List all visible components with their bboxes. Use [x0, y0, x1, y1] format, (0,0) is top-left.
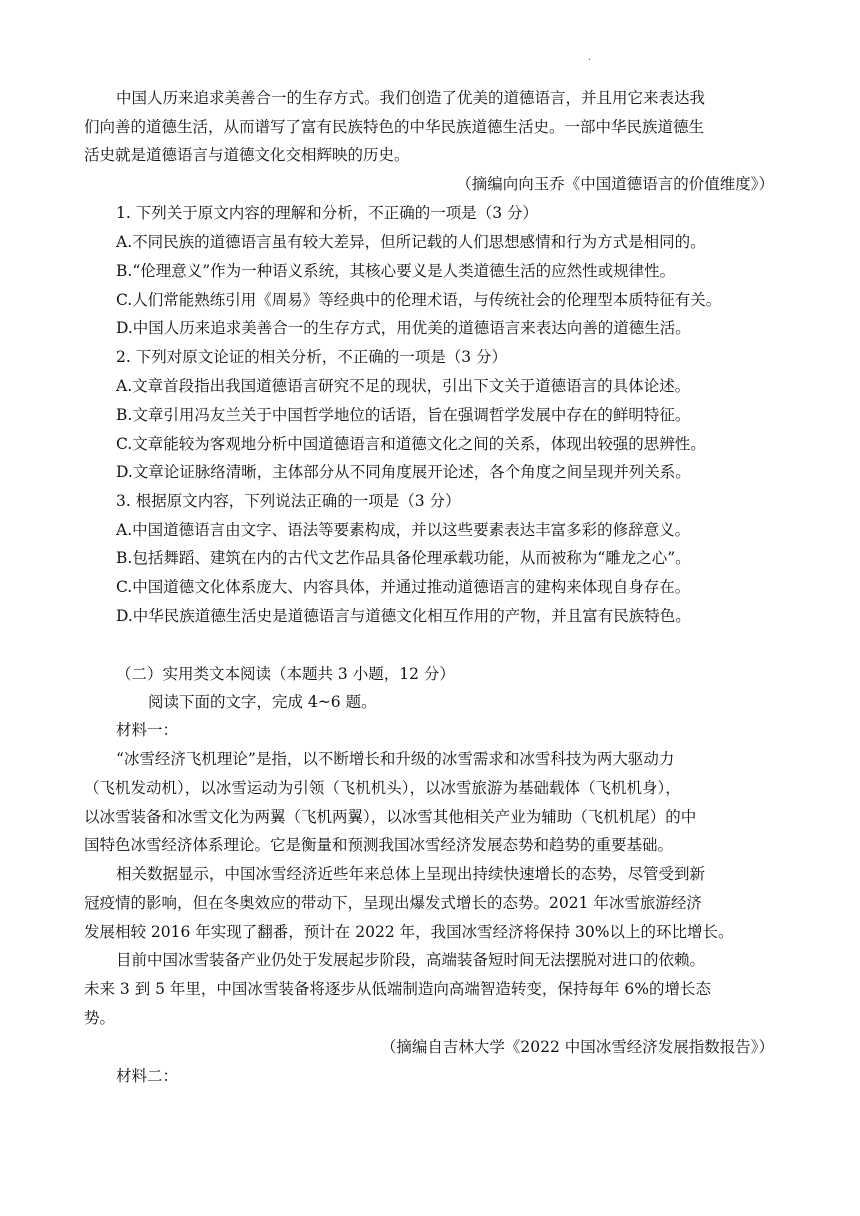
- material-line: 冠疫情的影响，但在冬奥效应的带动下，呈现出爆发式增长的态势。2021 年冰雪旅游经济: [84, 894, 702, 912]
- material-line: 未来 3 到 5 年里，中国冰雪装备将逐步从低端制造向高端智造转变，保持每年 6%的增长态: [84, 980, 711, 998]
- passage-source: （摘编向向玉乔《中国道德语言的价值维度》）: [456, 175, 774, 193]
- question-option: A.文章首段指出我国道德语言研究不足的现状，引出下文关于道德语言的具体论述。: [116, 377, 691, 395]
- material-line: “冰雪经济飞机理论”是指，以不断增长和升级的冰雪需求和冰雪科技为两大驱动力: [116, 750, 675, 768]
- material-label: 材料一：: [116, 721, 179, 739]
- question-option: C.文章能较为客观地分析中国道德语言和道德文化之间的关系，体现出较强的思辨性。: [116, 435, 706, 453]
- question-option: B.包括舞蹈、建筑在内的古代文艺作品具备伦理承载功能，从而被称为“雕龙之心”。: [116, 549, 691, 567]
- material-line: （飞机发动机），以冰雪运动为引领（飞机机头），以冰雪旅游为基础载体（飞机机身），: [84, 779, 681, 797]
- question-option: C.人们常能熟练引用《周易》等经典中的伦理术语，与传统社会的伦理型本质特征有关。: [116, 291, 722, 309]
- material-line: 相关数据显示，中国冰雪经济近些年来总体上呈现出持续快速增长的态势，尽管受到新: [116, 865, 706, 883]
- question-option: D.中华民族道德生活史是道德语言与道德文化相互作用的产物，并且富有民族特色。: [116, 607, 691, 625]
- material-line: 目前中国冰雪装备产业仍处于发展起步阶段，高端装备短时间无法摆脱对进口的依赖。: [116, 951, 706, 969]
- question-option: B.文章引用冯友兰关于中国哲学地位的话语，旨在强调哲学发展中存在的鲜明特征。: [116, 406, 691, 424]
- question-option: D.文章论证脉络清晰，主体部分从不同角度展开论述，各个角度之间呈现并列关系。: [116, 463, 691, 481]
- question-stem: 2. 下列对原文论证的相关分析，不正确的一项是（3 分）: [116, 348, 508, 366]
- question-stem: 1. 下列关于原文内容的理解和分析，不正确的一项是（3 分）: [116, 204, 539, 222]
- material-source: （摘编自吉林大学《2022 中国冰雪经济发展指数报告》）: [380, 1038, 774, 1056]
- question-option: B.“伦理意义”作为一种语义系统，其核心要义是人类道德生活的应然性或规律性。: [116, 262, 676, 280]
- material-label: 材料二：: [116, 1067, 179, 1085]
- section-instruction: 阅读下面的文字，完成 4~6 题。: [148, 693, 377, 711]
- question-option: A.中国道德语言由文字、语法等要素构成，并以这些要素表达丰富多彩的修辞意义。: [116, 521, 691, 539]
- question-option: C.中国道德文化体系庞大、内容具体，并通过推动道德语言的建构来体现自身存在。: [116, 578, 691, 596]
- material-line: 势。: [84, 1009, 116, 1027]
- material-line: 发展相较 2016 年实现了翻番，预计在 2022 年，我国冰雪经济将保持 30%以上的环比增长。: [84, 923, 734, 941]
- page-mark: .: [588, 52, 592, 63]
- section-heading: （二）实用类文本阅读（本题共 3 小题，12 分）: [116, 665, 455, 683]
- question-option: A.不同民族的道德语言虽有较大差异，但所记载的人们思想感情和行为方式是相同的。: [116, 233, 706, 251]
- material-line: 以冰雪装备和冰雪文化为两翼（飞机两翼），以冰雪其他相关产业为辅助（飞机机尾）的中: [84, 808, 697, 826]
- passage-line: 中国人历来追求美善合一的生存方式。我们创造了优美的道德语言，并且用它来表达我: [116, 89, 706, 107]
- question-stem: 3. 根据原文内容，下列说法正确的一项是（3 分）: [116, 492, 461, 510]
- material-line: 国特色冰雪经济体系理论。它是衡量和预测我国冰雪经济发展态势和趋势的重要基础。: [84, 836, 674, 854]
- passage-line: 活史就是道德语言与道德文化交相辉映的历史。: [84, 146, 410, 164]
- question-option: D.中国人历来追求美善合一的生存方式，用优美的道德语言来表达向善的道德生活。: [116, 319, 691, 337]
- passage-line: 们向善的道德生活，从而谱写了富有民族特色的中华民族道德生活史。一部中华民族道德生: [84, 118, 705, 136]
